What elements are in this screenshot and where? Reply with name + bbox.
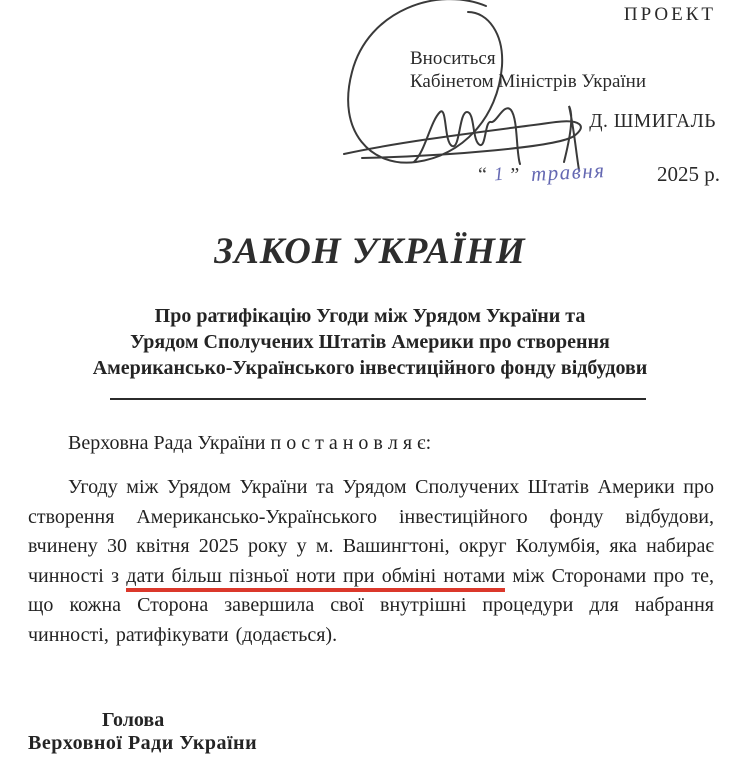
decree-prefix: Верховна Рада України [68,432,271,454]
submitted-by-line2: Кабінетом Міністрів України [410,71,647,92]
subtitle-line-3: Американсько-Українського інвестиційного фонду відбудови [92,357,648,379]
red-underlined-phrase: дати більш пізньої ноти при обміні нотами [126,565,505,592]
handwritten-day: 1 [493,163,505,186]
date-year: 2025 р. [657,162,720,186]
date-line [478,158,720,187]
signer-name: Д. ШМИГАЛЬ [589,111,716,132]
footer-title-line2: Верховної Ради України [28,732,258,754]
footer-title-line1: Голова [102,709,165,731]
law-title: ЗАКОН УКРАЇНИ [214,231,526,272]
subtitle-line-2: Урядом Сполучених Штатів Америки про створення [130,331,610,353]
draft-label: ПРОЕКТ [623,4,716,25]
quote-close: ” [510,164,520,186]
handwritten-month: травня [530,158,607,186]
paragraph-text-before: Угоду між Урядом України та Урядом Сполучених Штатів Америки про створення Американсько-Українського інвестиційного фонду відбудови, вчинену 30 квітня 2025 року у м. Вашингтоні, округ Колумбія, яка набирає чинності з [28,476,714,587]
decree-spaced-word: п о с т а н о в л я є: [270,432,432,454]
quote-open: “ [478,164,487,186]
law-subtitle [70,303,670,381]
paragraph-text-after: між Сторонами про те, що кожна Сторона завершила свої внутрішні процедури для набрання чинності, ратифікувати (додається). [28,564,715,646]
decree-line [28,432,714,455]
submitted-by-line1: Вноситься [410,48,496,69]
subtitle-line-1: Про ратифікацію Угоди між Урядом України та [154,305,586,327]
ratification-paragraph [28,473,714,650]
divider-line [110,398,646,400]
submitted-by-block [410,47,646,93]
